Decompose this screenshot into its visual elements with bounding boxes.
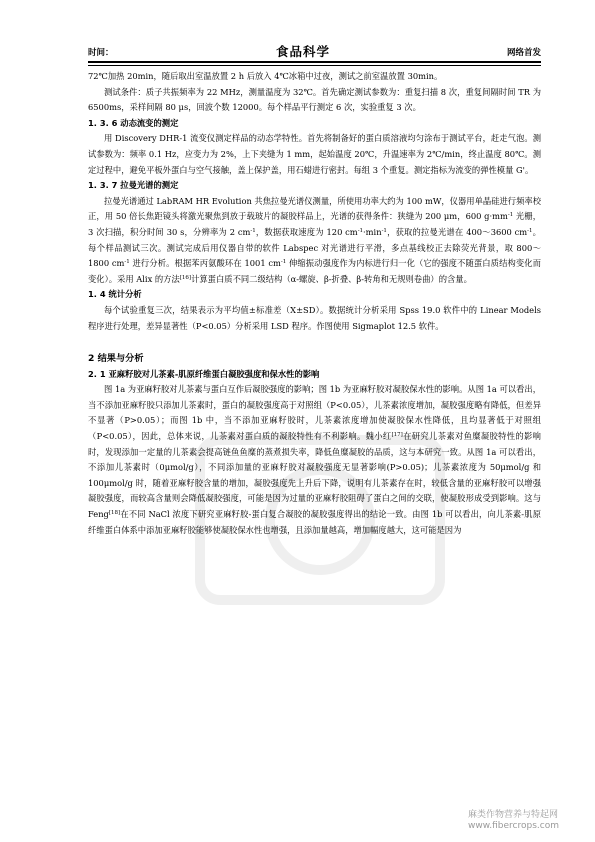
journal-name: 食品科学 xyxy=(276,44,331,59)
heading-2: 2 结果与分析 xyxy=(88,353,144,365)
citation-18: [18] xyxy=(108,510,121,517)
paragraph-rheology: 用 Discovery DHR-1 流变仪测定样品的动态学特性。首先将制备好的蛋白质溶液均匀涂布于测试平台，赶走气泡。测试参数为：频率 0.1 Hz，应变力为 2%，上下夹缝为 1 mm，起始温度 20℃，升温速率为 2℃/min，终止温度 80℃。测定过程中，避免平板外蛋白与空气接触，盖上保护盖，用石蜡进行密封。每组 3 个重复。测定指标为流变的弹性模量 G'。 xyxy=(88,133,541,175)
paragraph-statistics: 每个试验重复三次，结果表示为平均值±标准差（X±SD）。数据统计分析采用 Spss 19.0 软件中的 Linear Models 程序进行处理，差异显著性（P<0.05）分析采用 LSD 程序。作图使用 Sigmaplot 12.5 软件。 xyxy=(88,304,541,331)
heading-1-3-7: 1. 3. 7 拉曼光谱的测定 xyxy=(88,180,179,191)
online-first-label: 网络首发 xyxy=(506,48,541,58)
paragraph-lf-nmr-conditions: 测试条件：质子共振频率为 22 MHz，测量温度为 32℃。首先确定测试参数为：重复扫描 8 次，重复间隔时间 TR 为 6500ms，采样间隔 80 μs，回波个数 12000。每个样品平行测定 6 次，实验重复 3 次。 xyxy=(88,86,541,113)
heading-1-3-6: 1. 3. 6 动态流变的测定 xyxy=(88,117,179,128)
heading-2-1: 2. 1 亚麻籽胶对儿茶素-肌原纤维蛋白凝胶强度和保水性的影响 xyxy=(88,368,320,379)
article-body xyxy=(88,69,541,538)
time-label: 时间： xyxy=(88,48,114,58)
page-header xyxy=(88,42,541,60)
paragraph-results-gel-strength: 图 1a 为亚麻籽胶对儿茶素与蛋白互作后凝胶强度的影响；图 1b 为亚麻籽胶对凝胶保水性的影响。从图 1a 可以看出，当不添加亚麻籽胶只添加儿茶素时，蛋白的凝胶强度高于对照组（P<0.05），儿茶素浓度增加，凝胶强度略有降低，但差异不显著（P>0.05）；而图 1b 中，当不添加亚麻籽胶时，儿茶素浓度增加使凝胶保水性降低，且均显著低于对照组（P<0.05），因此，总体来说，儿茶素对蛋白质的凝胶特性有不利影响。魏小红[17]在研究儿茶素对鱼糜凝胶特性的影响时，发现添加一定量的儿茶素会提高链鱼鱼糜的蒸煮损失率，降低鱼糜凝胶的品质，这与本研究一致。从图 1a 可以看出，不添加儿茶素时（0μmol/g），不同添加量的亚麻籽胶对凝胶强度无显著影响(P>0.05)；儿茶素浓度为 50μmol/g 和 100μmol/g 时，随着亚麻籽胶含量的增加，凝胶强度先上升后下降，说明有儿茶素存在时，较低含量的亚麻籽胶可以增强凝胶强度，而较高含量则会降低凝胶强度，可能是因为过量的亚麻籽胶阻碍了蛋白之间的交联，使凝胶形成受到影响。这与 Feng[18]在不同 NaCl 浓度下研究亚麻籽胶-蛋白复合凝胶的凝胶强度得出的结论一致。由图 1b 可以看出，向儿茶素-肌原纤维蛋白体系中添加亚麻籽胶能够使凝胶保水性也增强，且添加量越高，增加幅度越大，这可能是因为 xyxy=(88,384,541,535)
citation-17: [17] xyxy=(391,432,403,439)
header-rule-thick xyxy=(88,61,541,63)
header-rule-thin xyxy=(88,65,541,66)
site-watermark: 麻类作物营养与特起网 www.fibercrops.com xyxy=(468,810,559,831)
paragraph-heating: 72℃加热 20min，随后取出室温放置 2 h 后放入 4℃冰箱中过夜，测试之前室温放置 30min。 xyxy=(88,71,443,81)
heading-1-4: 1. 4 统计分析 xyxy=(88,289,142,300)
paragraph-raman: 拉曼光谱通过 LabRAM HR Evolution 共焦拉曼光谱仪测量，所使用功率大约为 100 mW，仪器用单晶硅进行频率校正，用 50 倍长焦距镜头将激光聚焦到放于载玻片的凝胶样品上，光谱的获得条件：狭缝为 200 μm，600 $g\cdot mm^{-1}$ 光栅，3 次扫描，积分时间 30 s，分辨率为 2 $cm^{-1}$，数据获取速度为 120 $cm^{-1}\cdot\min^{-1}$，获取的拉曼光谱在 400～3600 $cm^{-1}$。每个样品测试三次。测试完成后用仪器自带的软件 Labspec 对光谱进行平滑，多点基线校正去除荧光背景，取 800～1800 $cm^{-1}$ 进行分析。根据苯丙氨酸环在 1001 $cm^{-1}$ 伸缩振动强度作为内标进行归一化（它的强度不随蛋白质结构变化而变化）。采用 Alix 的方法[16]计算蛋白质不同二级结构（α-螺旋、β-折叠、β-转角和无规则卷曲）的含量。 xyxy=(88,195,541,284)
citation-16: [16] xyxy=(179,274,192,281)
